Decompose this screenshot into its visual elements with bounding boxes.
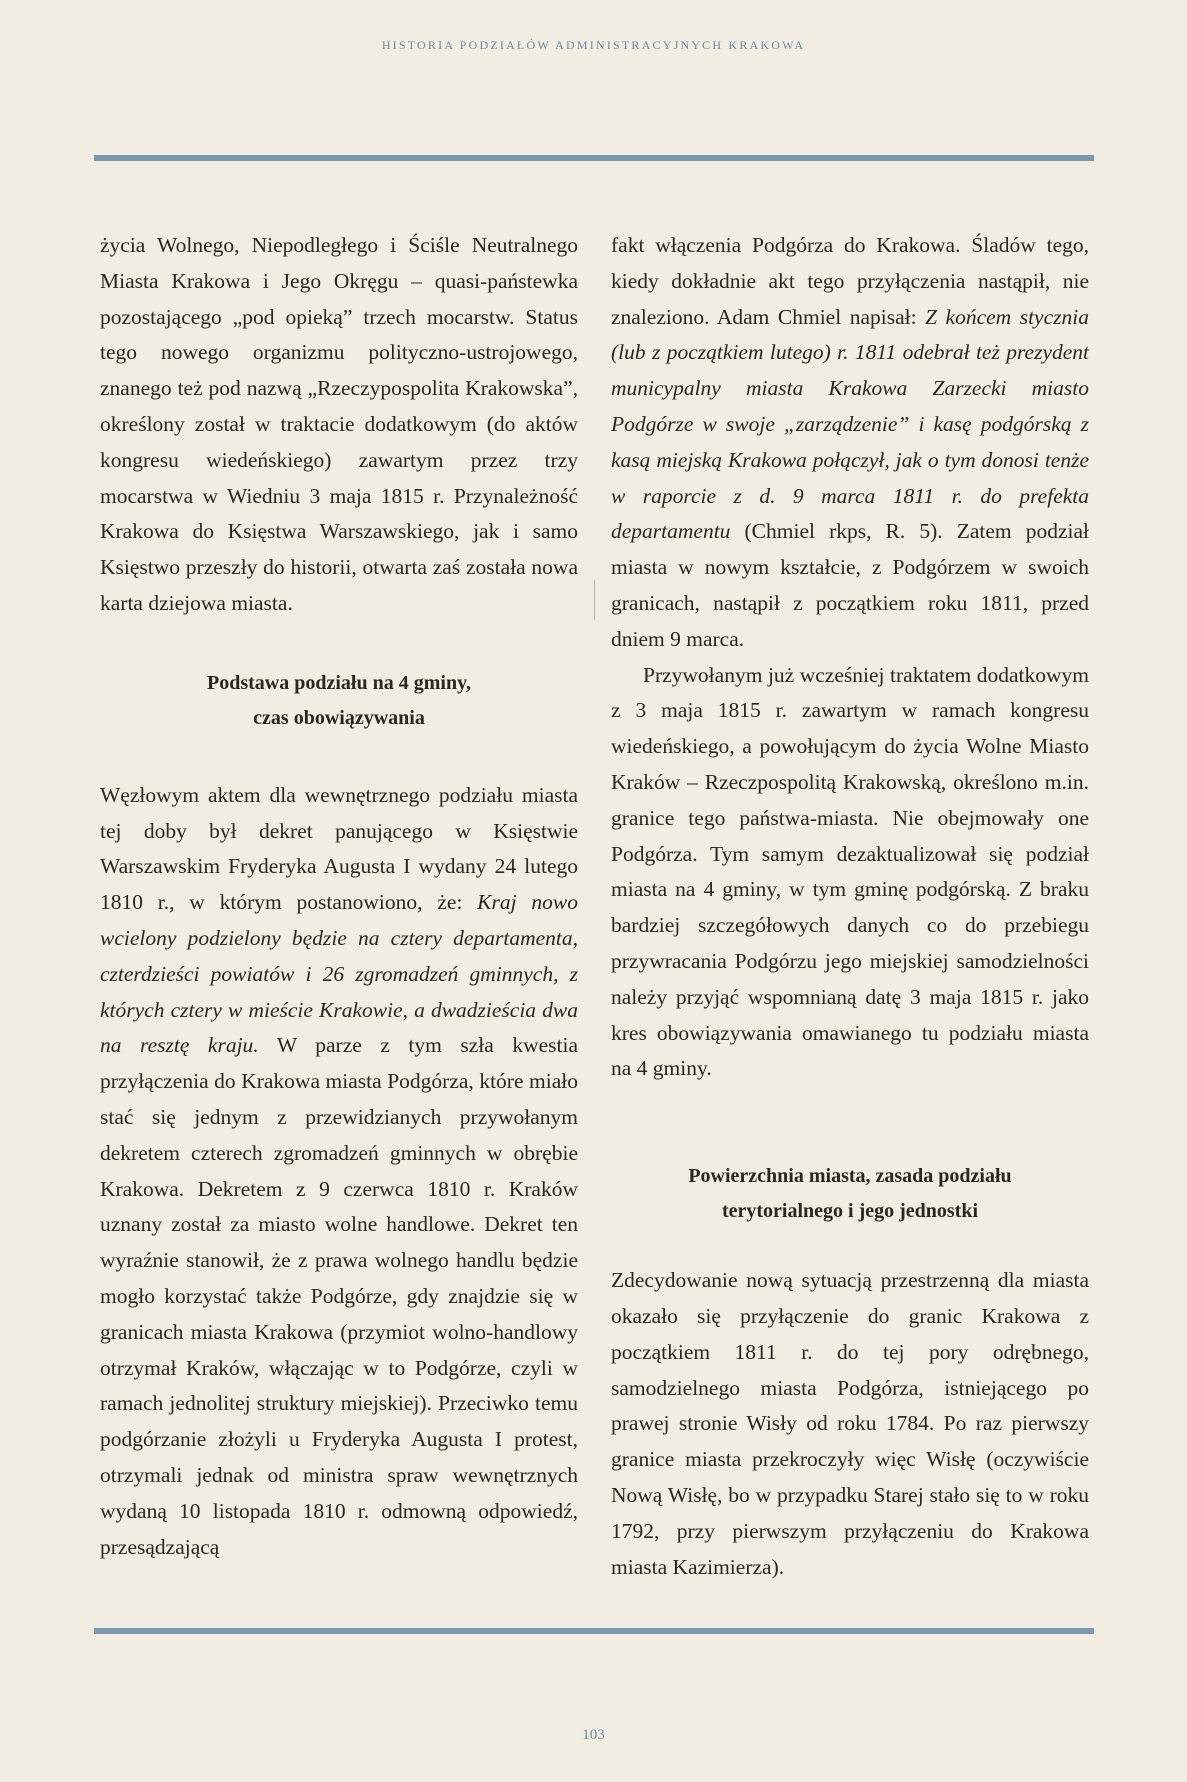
- text-run: fakt włączenia Podgórza do Krakowa. Śladów tego, kiedy dokładnie akt tego przyłączenia nastąpił, nie znaleziono. Adam Chmiel napisał:: [611, 233, 1089, 329]
- text-run: W parze z tym szła kwestia przyłączenia do Krakowa miasta Podgórza, które miało stać się jednym z przewidzianych przywołanym dekretem czterech zgromadzeń gminnych w obrębie Krakowa. Dekretem z 9 czerwca 1810 r. Kraków uznany został za miasto wolne handlowe. Dekret ten wyraźnie stanowił, że z prawa wolnego handlu będzie mogło korzystać także Podgórze, gdy znajdzie się w granicach miasta Krakowa (przymiot wolno-handlowy otrzymał Kraków, włączając w to Podgórze, czyli w ramach jednolitej struktury miejskiej). Przeciwko temu podgórzanie złożyli u Fryderyka Augusta I protest, otrzymali jednak od ministra spraw wewnętrznych wydaną 10 listopada 1810 r. odmowną odpowiedź, przesądzającą: [100, 1033, 578, 1559]
- top-rule: [94, 155, 1094, 161]
- heading-line: Powierzchnia miasta, zasada podziału: [688, 1165, 1012, 1188]
- bottom-rule: [94, 1628, 1094, 1634]
- paragraph: życia Wolnego, Niepodległego i Ściśle Neutralnego Miasta Krakowa i Jego Okręgu – quasi-państewka pozostającego „pod opieką” trzech mocarstw. Status tego nowego organizmu polityczno-ustrojowego, znanego też pod nazwą „Rzeczypospolita Krakowska”, określony został w traktacie dodatkowym (do aktów kongresu wiedeńskiego) zawartym przez trzy mocarstwa w Wiedniu 3 maja 1815 r. Przynależność Krakowa do Księstwa Warszawskiego, jak i samo Księstwo przeszły do historii, otwarta zaś została nowa karta dziejowa miasta.: [100, 233, 578, 615]
- right-column: [611, 228, 1089, 1585]
- paragraph: Przywołanym już wcześniej traktatem dodatkowym z 3 maja 1815 r. zawartym w ramach kongresu wiedeńskiego, a powołującym do życia Wolne Miasto Kraków – Rzeczpospolitą Krakowską, określono m.in. granice tego państwa-miasta. Nie obejmowały one Podgórza. Tym samym dezaktualizował się podział miasta na 4 gminy, w tym gminę podgórską. Z braku bardziej szczegółowych danych co do przebiegu przywracania Podgórzu jego miejskiej samodzielności należy przyjąć wspomnianą datę 3 maja 1815 r. jako kres obowiązywania omawianego tu podziału miasta na 4 gminy.: [611, 662, 1089, 1081]
- column-divider: [594, 580, 595, 620]
- text-run: (Chmiel rkps, R. 5). Zatem podział miasta w nowym kształcie, z Podgórzem w swoich granicach, nastąpił z początkiem roku 1811, przed dniem 9 marca.: [611, 519, 1089, 651]
- quote-italic: Z końcem stycznia (lub z początkiem lutego) r. 1811 odebrał też prezydent municypalny miasta Krakowa Zarzecki miasto Podgórze w swoje „zarządzenie” i kasę podgórską z kasą miejską Krakowa połączył, jak o tym donosi tenże w raporcie z d. 9 marca 1811 r. do prefekta departamentu: [611, 304, 1089, 544]
- left-column: [100, 228, 578, 1565]
- running-title: HISTORIA PODZIAŁÓW ADMINISTRACYJNYCH KRAKOWA: [381, 38, 806, 52]
- heading-line: czas obowiązywania: [253, 706, 425, 729]
- page-number: 103: [582, 1727, 605, 1743]
- heading-line: terytorialnego i jego jednostki: [721, 1200, 979, 1223]
- section-heading: [100, 666, 578, 736]
- paragraph: [100, 778, 578, 1566]
- text-run: Węzłowym aktem dla wewnętrznego podziału miasta tej doby był dekret panującego w Księstwie Warszawskim Fryderyka Augusta I wydany 24 lutego 1810 r., w którym postanowiono, że:: [100, 782, 578, 915]
- paragraph: [611, 228, 1089, 658]
- paragraph: Zdecydowanie nową sytuacją przestrzenną dla miasta okazało się przyłączenie do granic Krakowa z początkiem 1811 r. do tej pory odrębnego, samodzielnego miasta Podgórza, istniejącego po prawej stronie Wisły od roku 1784. Po raz pierwszy granice miasta przekroczyły więc Wisłę (oczywiście Nową Wisłę, bo w przypadku Starej stało się to w roku 1792, przy pierwszym przyłączeniu do Krakowa miasta Kazimierza).: [611, 1268, 1089, 1579]
- section-heading: [611, 1159, 1089, 1229]
- quote-italic: Kraj nowo wcielony podzielony będzie na cztery departamenta, czterdzieści powiatów i 26 zgromadzeń gminnych, z których cztery w mieście Krakowie, a dwadzieścia dwa na resztę kraju.: [100, 890, 578, 1058]
- heading-line: Podstawa podziału na 4 gminy,: [207, 671, 471, 694]
